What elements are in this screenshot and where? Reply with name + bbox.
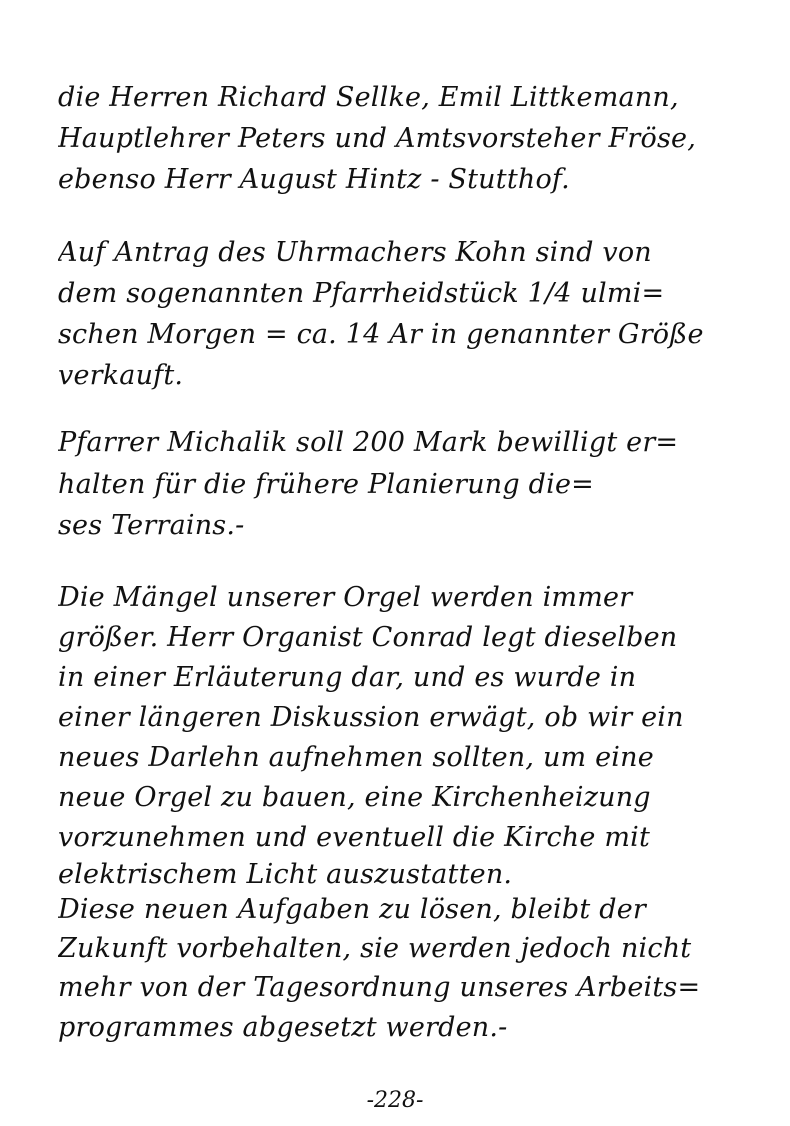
text-line: neue Orgel zu bauen, eine Kirchenheizung <box>58 782 651 813</box>
text-line: ses Terrains.- <box>58 510 245 541</box>
text-line: Zukunft vorbehalten, sie werden jedoch nicht <box>58 933 692 964</box>
text-line: verkauft. <box>58 360 184 391</box>
text-line: Diese neuen Aufgaben zu lösen, bleibt der <box>58 894 646 925</box>
text-line: programmes abgesetzt werden.- <box>58 1012 508 1043</box>
text-line: schen Morgen = ca. 14 Ar in genannter Größe <box>58 319 704 350</box>
text-line: Auf Antrag des Uhrmachers Kohn sind von <box>58 237 652 268</box>
text-line: elektrischem Licht auszustatten. <box>58 859 513 890</box>
text-line: mehr von der Tagesordnung unseres Arbeits= <box>58 972 701 1003</box>
text-line: neues Darlehn aufnehmen sollten, um eine <box>58 742 654 773</box>
text-line: vorzunehmen und eventuell die Kirche mit <box>58 822 651 853</box>
text-line: einer längeren Diskussion erwägt, ob wir ein <box>58 702 684 733</box>
text-line: Pfarrer Michalik soll 200 Mark bewilligt er= <box>58 427 679 458</box>
text-line: größer. Herr Organist Conrad legt dieselben <box>58 622 678 653</box>
text-line: halten für die frühere Planierung die= <box>58 469 594 500</box>
text-line: in einer Erläuterung dar, und es wurde in <box>58 662 637 693</box>
text-line: Die Mängel unserer Orgel werden immer <box>58 582 633 613</box>
text-line: die Herren Richard Sellke, Emil Littkemann, <box>58 82 679 113</box>
text-line: Hauptlehrer Peters und Amtsvorsteher Fröse, <box>58 123 696 154</box>
text-line: dem sogenannten Pfarrheidstück 1/4 ulmi= <box>58 278 665 309</box>
text-line: ebenso Herr August Hintz - Stutthof. <box>58 164 570 195</box>
page-number: -228- <box>366 1088 424 1113</box>
